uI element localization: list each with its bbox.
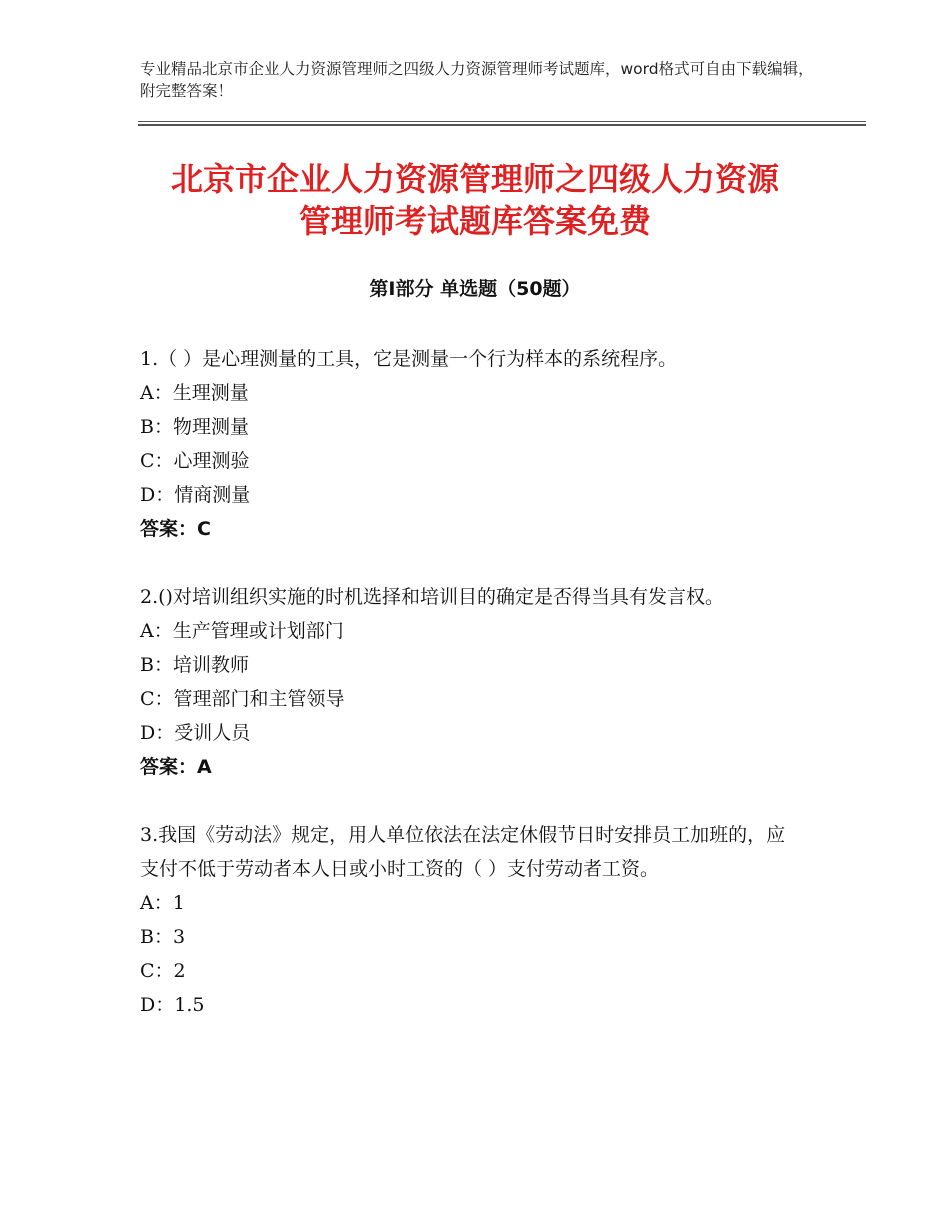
option-d: D：1.5 — [140, 994, 205, 1016]
option-a: A：生产管理或计划部门 — [140, 620, 344, 642]
answer-line — [140, 512, 800, 546]
option-c: C：管理部门和主管领导 — [140, 688, 345, 710]
question-stem: 2.()对培训组织实施的时机选择和培训目的确定是否得当具有发言权。 — [140, 586, 724, 608]
option-d: D：受训人员 — [140, 722, 251, 744]
option-d: D：情商测量 — [140, 484, 251, 506]
option-c: C：2 — [140, 960, 186, 982]
header-note: 专业精品北京市企业人力资源管理师之四级人力资源管理师考试题库，word格式可自由下载编辑，附完整答案！ — [140, 60, 814, 100]
option-a: A：生理测量 — [140, 382, 249, 404]
answer-value: A — [197, 756, 212, 778]
title-line-2: 管理师考试题库答案免费 — [298, 202, 651, 240]
document-title — [100, 158, 850, 242]
answer-prefix: 答案： — [140, 518, 198, 540]
option-b: B：培训教师 — [140, 654, 249, 676]
answer-line — [140, 750, 800, 784]
header-divider-thick — [138, 124, 866, 126]
question-stem: 1.（ ）是心理测量的工具，它是测量一个行为样本的系统程序。 — [140, 348, 678, 370]
section-title: 第Ⅰ部分 单选题（50题） — [369, 278, 581, 300]
answer-prefix: 答案： — [140, 756, 198, 778]
option-a: A：1 — [140, 892, 185, 914]
question-2 — [140, 580, 800, 784]
question-list — [140, 342, 800, 1056]
question-3 — [140, 818, 800, 1022]
title-line-1: 北京市企业人力资源管理师之四级人力资源 — [170, 160, 779, 198]
question-1 — [140, 342, 800, 546]
option-b: B：物理测量 — [140, 416, 249, 438]
answer-value: C — [197, 518, 211, 540]
header-divider-thin — [138, 121, 866, 122]
option-c: C：心理测验 — [140, 450, 250, 472]
option-b: B：3 — [140, 926, 186, 948]
question-stem: 3.我国《劳动法》规定，用人单位依法在法定休假节日时安排员工加班的，应支付不低于劳动者本人日或小时工资的（ ）支付劳动者工资。 — [140, 824, 786, 880]
